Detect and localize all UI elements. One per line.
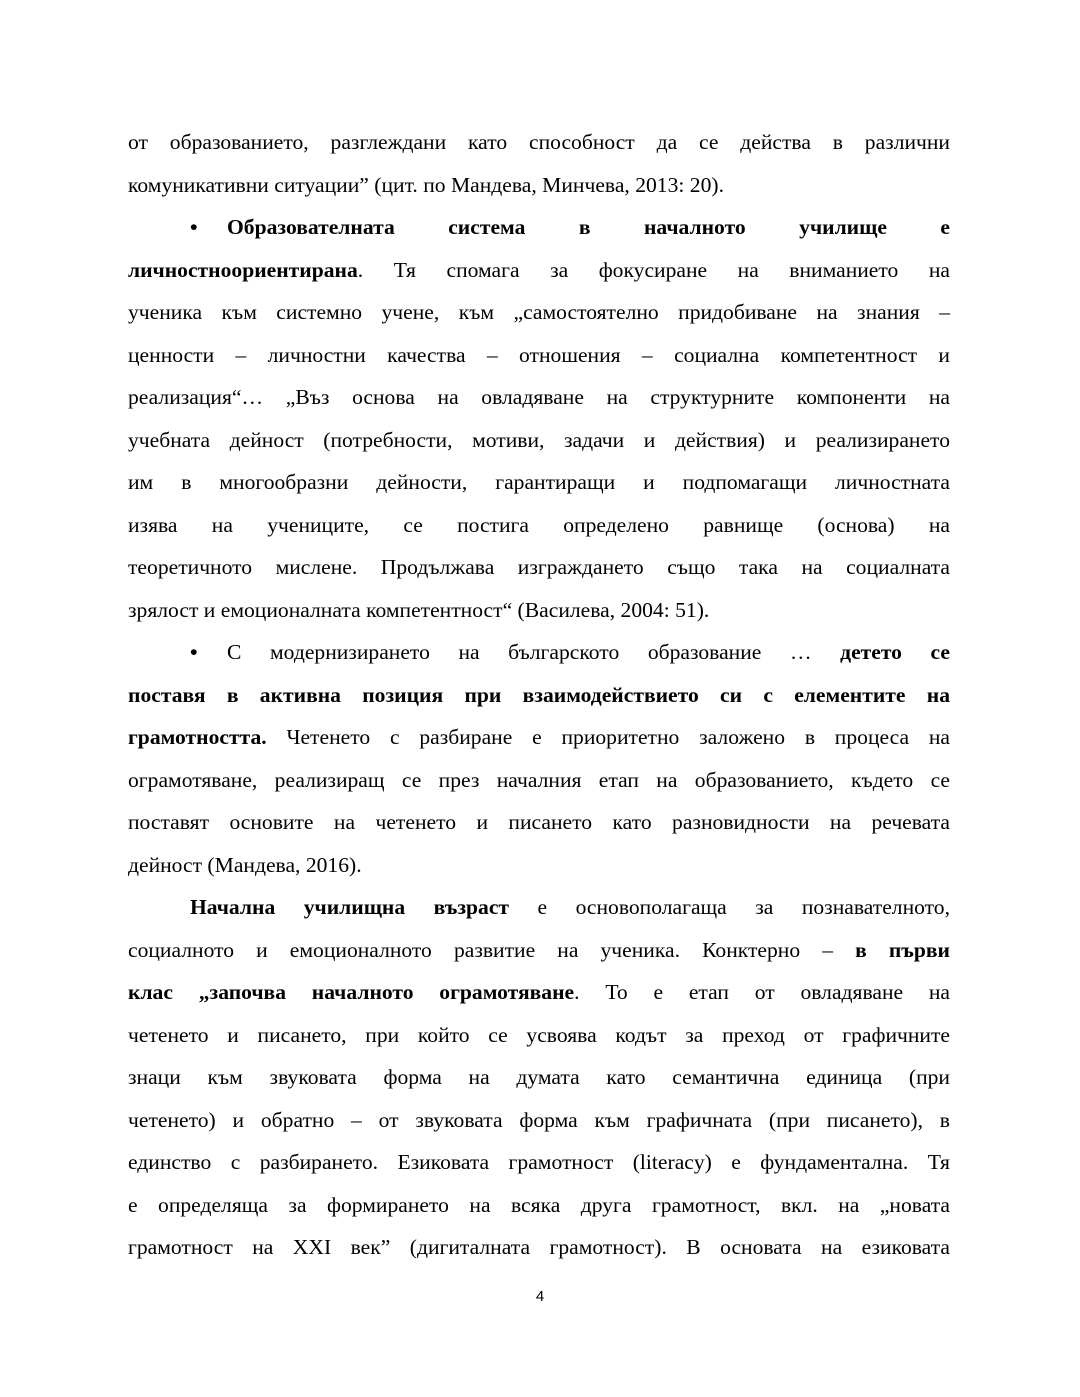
text-line: ограмотяване, реализиращ се през началния етап на образованието, където се bbox=[128, 767, 950, 792]
text-line: зрялост и емоционалната компетентност“ (Василева, 2004: 51). bbox=[128, 597, 710, 622]
text-line bbox=[128, 249, 950, 292]
text-line: грамотност на XXI век” (дигиталната грамотност). В основата на езиковата bbox=[128, 1235, 950, 1259]
bullet-icon: • bbox=[190, 215, 198, 239]
text-line bbox=[128, 716, 950, 759]
text-line bbox=[128, 971, 950, 1014]
text-line: комуникативни ситуации” (цит. по Мандева, Минчева, 2013: 20). bbox=[128, 172, 724, 197]
bold-term: личностноориентирана bbox=[128, 257, 358, 282]
text-segment: е основополагаща за познавателното, bbox=[509, 895, 950, 919]
text-line: знаци към звуковата форма на думата като семантична единица (при bbox=[128, 1065, 950, 1089]
text-segment: Четенето с разбиране е приоритетно заложено в процеса на bbox=[266, 725, 950, 749]
bold-heading-text: Образователната система в началното училище е bbox=[227, 215, 950, 239]
text-segment: социалното и емоционалното развитие на ученика. Конктерно – bbox=[128, 937, 834, 962]
text-segment: С модернизирането на българското образование … bbox=[227, 640, 812, 664]
document-page bbox=[128, 121, 950, 1269]
text-line: учебната дейност (потребности, мотиви, задачи и действия) и реализирането bbox=[128, 427, 950, 452]
text-line: реализация“… „Въз основа на овладяване на структурните компоненти на bbox=[128, 385, 950, 409]
text-line: четенето и писането, при който се усвоява кодът за преход от графичните bbox=[128, 1022, 950, 1047]
bullet-item-personality-oriented bbox=[128, 206, 950, 631]
text-line: единство с разбирането. Езиковата грамотност (literacy) е фундаментална. Тя bbox=[128, 1150, 950, 1174]
paragraph-primary-school-age bbox=[128, 886, 950, 1269]
text-line: им в многообразни дейности, гарантиращи и подпомагащи личностната bbox=[128, 470, 950, 494]
bold-text-line: поставя в активна позиция при взаимодействието си с елементите на bbox=[128, 682, 950, 707]
bold-term: Начална училищна възраст bbox=[190, 895, 510, 919]
bold-term: детето се bbox=[840, 640, 950, 664]
text-line: ценности – личностни качества – отношения – социална компетентност и bbox=[128, 342, 950, 367]
page-number: 4 bbox=[535, 1288, 545, 1305]
text-line: дейност (Мандева, 2016). bbox=[128, 852, 362, 877]
paragraph-intro bbox=[128, 121, 950, 206]
text-line: от образованието, разглеждани като способност да се действа в различни bbox=[128, 130, 950, 154]
text-line: изява на учениците, се постига определено равнище (основа) на bbox=[128, 512, 950, 537]
bullet-icon: • bbox=[190, 640, 198, 664]
bold-term: клас „започва началното ограмотяване bbox=[128, 980, 575, 1004]
text-segment: . Тя спомага за фокусиране на вниманието на bbox=[357, 257, 950, 282]
text-line: четенето) и обратно – от звуковата форма към графичната (при писането), в bbox=[128, 1107, 950, 1132]
bullet-first-line bbox=[128, 631, 950, 674]
text-line: поставят основите на четенето и писането като разновидности на речевата bbox=[128, 810, 950, 834]
text-line: ученика към системно учене, към „самостоятелно придобиване на знания – bbox=[128, 300, 950, 324]
text-line: е определяща за формирането на всяка друга грамотност, вкл. на „новата bbox=[128, 1192, 950, 1217]
bold-term: грамотността. bbox=[128, 725, 267, 749]
text-line bbox=[128, 929, 950, 972]
text-line: теоретичното мислене. Продължава изграждането също така на социалната bbox=[128, 555, 950, 579]
bullet-first-line bbox=[128, 206, 950, 249]
bold-term: в първи bbox=[855, 937, 950, 962]
text-line bbox=[227, 631, 950, 674]
text-segment: . То е етап от овладяване на bbox=[574, 980, 951, 1004]
bullet-item-modernization bbox=[128, 631, 950, 886]
text-line bbox=[128, 886, 950, 929]
